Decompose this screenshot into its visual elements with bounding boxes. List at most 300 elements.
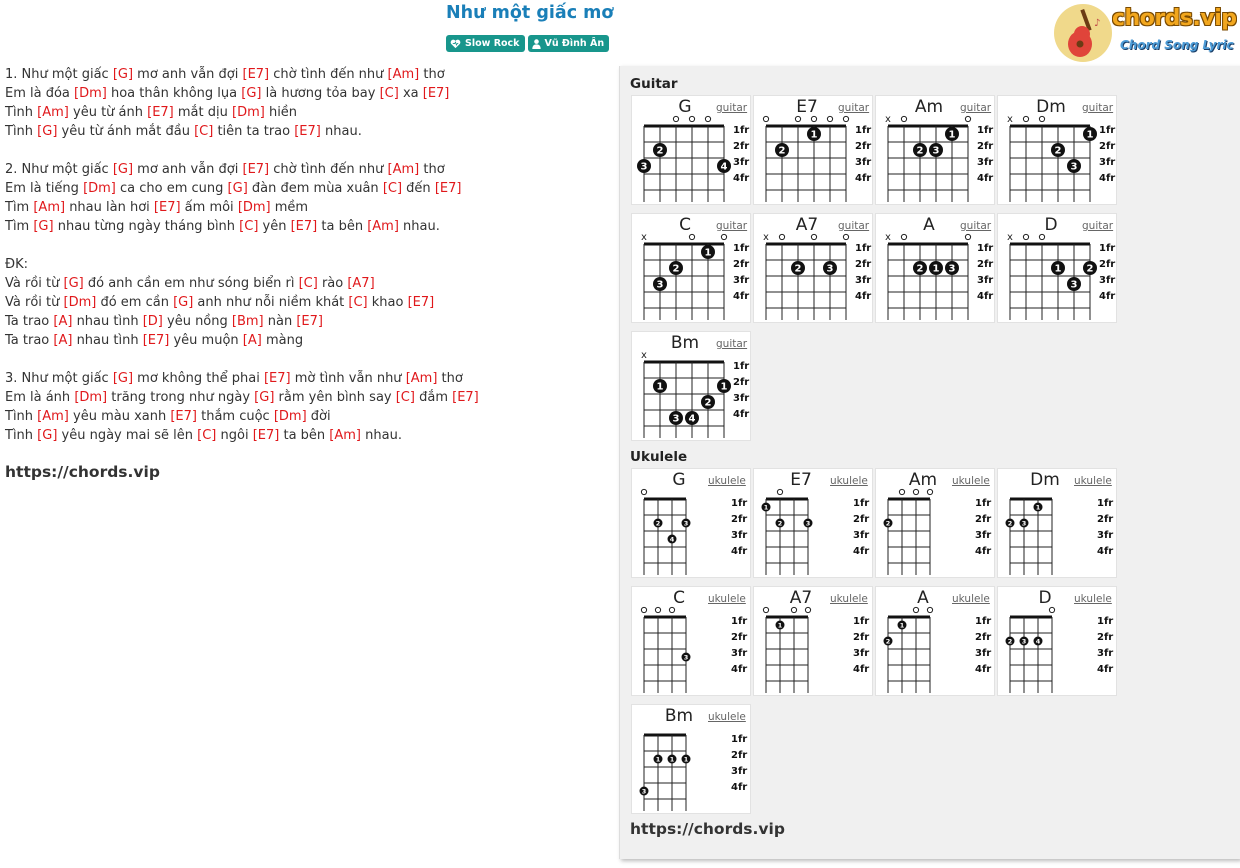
chord-card-ukulele[interactable] — [997, 468, 1117, 578]
fret-label: 2fr — [1097, 514, 1114, 525]
chord-link[interactable]: [Am] — [387, 162, 420, 177]
fret-label: 2fr — [1097, 632, 1114, 643]
open-string-marker — [901, 116, 906, 121]
chord-link[interactable]: [E7] — [452, 390, 479, 405]
nut — [888, 498, 930, 501]
fret-label: 1fr — [1099, 125, 1116, 136]
chord-link[interactable]: [Dm] — [83, 181, 116, 196]
chord-link[interactable]: [Dm] — [63, 295, 97, 310]
lyric-text: thắm cuộc — [196, 409, 274, 424]
instrument-link[interactable]: ukulele — [708, 593, 746, 605]
lyrics-block — [5, 66, 605, 446]
instrument-link[interactable]: guitar — [1082, 102, 1114, 114]
fret-label: 1fr — [855, 243, 872, 254]
fret-label: 4fr — [853, 546, 870, 557]
chord-link[interactable]: [C] — [348, 295, 368, 310]
artist-tag[interactable] — [528, 35, 610, 52]
chord-link[interactable]: [E7] — [142, 333, 170, 348]
chord-card-guitar[interactable] — [631, 213, 751, 323]
finger-number: 2 — [916, 145, 924, 157]
fret-label: 2fr — [731, 632, 748, 643]
fret-label: 1fr — [855, 125, 872, 136]
finger-number: 3 — [948, 263, 956, 275]
chord-link[interactable]: [Dm] — [74, 86, 107, 101]
muted-string-marker: x — [763, 232, 769, 243]
chord-card-guitar[interactable] — [753, 95, 873, 205]
finger-number: 1 — [1035, 503, 1041, 512]
chord-link[interactable]: [E7] — [296, 314, 323, 329]
open-string-marker — [689, 234, 694, 239]
muted-string-marker: x — [1007, 114, 1013, 125]
lyric-text: Và rồi từ — [5, 276, 64, 291]
fret-label: 2fr — [853, 632, 870, 643]
nut — [644, 125, 724, 128]
nut — [644, 616, 686, 619]
finger-number: 3 — [672, 413, 680, 425]
lyric-text: tiên ta trao — [213, 124, 295, 139]
chord-card-guitar[interactable] — [997, 213, 1117, 323]
chord-name: A — [923, 215, 935, 235]
finger-number: 4 — [720, 161, 728, 173]
lyric-text: mơ anh vẫn đợi — [133, 162, 243, 177]
chord-link[interactable]: [Bm] — [231, 314, 264, 329]
lyric-text: Và rồi từ — [5, 295, 64, 310]
genre-tag[interactable] — [446, 35, 525, 52]
lyric-line — [5, 123, 605, 142]
lyric-text: Ta trao — [5, 333, 54, 348]
instrument-link[interactable]: guitar — [716, 102, 748, 114]
open-string-marker — [673, 116, 678, 121]
lyric-text: Tình — [5, 105, 38, 120]
chord-card-guitar[interactable] — [631, 331, 751, 441]
nut — [888, 243, 968, 246]
svg-text:♪: ♪ — [1094, 18, 1101, 29]
lyric-text: Tình — [5, 409, 38, 424]
chord-link[interactable]: [A] — [53, 314, 73, 329]
lyric-text: khao — [367, 295, 408, 310]
instrument-link[interactable]: guitar — [838, 220, 870, 232]
lyric-line — [5, 66, 605, 85]
chord-link[interactable]: [C] — [298, 276, 318, 291]
lyric-text: thơ — [437, 371, 463, 386]
chord-link[interactable]: [Dm] — [273, 409, 307, 424]
lyric-text: chờ tình đến như — [269, 162, 388, 177]
fret-label: 3fr — [855, 275, 872, 286]
fret-label: 4fr — [731, 782, 748, 793]
instrument-link[interactable]: ukulele — [830, 475, 868, 487]
nut — [766, 498, 808, 501]
fret-label: 1fr — [853, 498, 870, 509]
lyric-text: rào — [317, 276, 348, 291]
fret-label: 3fr — [731, 766, 748, 777]
open-string-marker — [791, 607, 796, 612]
open-string-marker — [777, 489, 782, 494]
chord-link[interactable]: [A] — [53, 333, 73, 348]
lyric-text: Tìm — [5, 219, 34, 234]
lyric-text: nhau. — [398, 219, 440, 234]
open-string-marker — [913, 489, 918, 494]
chord-link[interactable]: [C] — [239, 219, 259, 234]
nut — [1010, 125, 1090, 128]
open-string-marker — [721, 234, 726, 239]
chord-link[interactable]: [G] — [227, 181, 248, 196]
finger-number: 3 — [640, 161, 648, 173]
nut — [766, 243, 846, 246]
open-string-marker — [669, 607, 674, 612]
lyric-text: mơ không thể phai — [133, 371, 264, 386]
chord-card-guitar[interactable] — [753, 213, 873, 323]
fret-label: 3fr — [733, 393, 750, 404]
chord-card-guitar[interactable] — [997, 95, 1117, 205]
open-string-marker — [811, 234, 816, 239]
chord-card-guitar[interactable] — [631, 95, 751, 205]
finger-number: 1 — [932, 263, 940, 275]
fret-label: 4fr — [733, 409, 750, 420]
chord-link[interactable]: [Am] — [37, 409, 69, 424]
site-url-right[interactable]: https://chords.vip — [630, 820, 785, 838]
nut — [888, 125, 968, 128]
chord-name: C — [679, 215, 691, 235]
chord-link[interactable]: [G] — [254, 390, 275, 405]
finger-number: 2 — [778, 145, 786, 157]
chord-link[interactable]: [Am] — [33, 200, 66, 215]
fret-label: 4fr — [853, 664, 870, 675]
fret-label: 4fr — [975, 546, 992, 557]
chord-name: Bm — [664, 706, 694, 726]
ukulele-section-label: Ukulele — [630, 449, 688, 465]
artist-label: Vũ Đình Ân — [544, 38, 605, 49]
finger-number: 1 — [777, 621, 783, 630]
nut — [1010, 498, 1052, 501]
open-string-marker — [1039, 234, 1044, 239]
lyric-text: trăng trong như ngày — [107, 390, 255, 405]
lyric-text: đó em cần — [96, 295, 174, 310]
fret-label: 2fr — [975, 514, 992, 525]
chord-link[interactable]: [G] — [112, 67, 134, 82]
finger-number: 1 — [656, 381, 664, 393]
chord-name: D — [1044, 215, 1058, 235]
fret-label: 4fr — [855, 173, 872, 184]
fret-label: 1fr — [853, 616, 870, 627]
lyric-text: nàn — [263, 314, 297, 329]
lyric-line — [5, 313, 605, 332]
lyric-text: anh như nỗi niềm khát — [193, 295, 349, 310]
finger-number: 4 — [688, 413, 696, 425]
fret-label: 4fr — [733, 291, 750, 302]
chord-card-ukulele[interactable] — [875, 586, 995, 696]
finger-number: 3 — [1021, 519, 1027, 528]
muted-string-marker: x — [885, 114, 891, 125]
chord-link[interactable]: [G] — [173, 295, 194, 310]
chord-link[interactable]: [E7] — [294, 124, 321, 139]
chord-card-guitar[interactable] — [875, 95, 995, 205]
fret-label: 2fr — [855, 259, 872, 270]
nut — [888, 616, 930, 619]
logo-name: chords.vip — [1112, 6, 1237, 31]
chord-link[interactable]: [G] — [241, 86, 262, 101]
chord-name: Am — [908, 470, 938, 490]
chord-link[interactable]: [C] — [395, 390, 415, 405]
finger-number: 2 — [1007, 637, 1013, 646]
heart-icon — [450, 39, 461, 49]
chord-link[interactable]: [Dm] — [74, 390, 108, 405]
site-url-left[interactable]: https://chords.vip — [5, 463, 160, 481]
lyric-line — [5, 389, 605, 408]
fret-label: 1fr — [1097, 616, 1114, 627]
instrument-link[interactable]: ukulele — [1074, 593, 1112, 605]
open-string-marker — [1039, 116, 1044, 121]
fret-label: 3fr — [1097, 648, 1114, 659]
finger-number: 1 — [669, 755, 675, 764]
chord-link[interactable]: [Am] — [367, 219, 399, 234]
chord-link[interactable]: [Am] — [405, 371, 438, 386]
lyric-line — [5, 275, 605, 294]
lyric-text: yêu ngày mai sẽ lên — [57, 428, 198, 443]
chord-link[interactable]: [A7] — [347, 276, 375, 291]
instrument-link[interactable]: ukulele — [708, 711, 746, 723]
lyric-text: nhau từng ngày tháng bình — [53, 219, 240, 234]
lyric-text: Em là đóa — [5, 86, 75, 101]
lyric-text: ta bên — [317, 219, 368, 234]
nut — [1010, 616, 1052, 619]
fret-label: 1fr — [731, 616, 748, 627]
chord-link[interactable]: [E7] — [147, 105, 174, 120]
lyric-text: là hương tỏa bay — [261, 86, 380, 101]
open-string-marker — [899, 489, 904, 494]
lyric-text: yên — [258, 219, 291, 234]
lyric-text: đắm — [414, 390, 453, 405]
open-string-marker — [843, 234, 848, 239]
chord-card-ukulele[interactable] — [753, 468, 873, 578]
fret-label: 4fr — [975, 664, 992, 675]
fret-label: 3fr — [977, 157, 994, 168]
lyric-text: xa — [398, 86, 423, 101]
chord-name: D — [1038, 588, 1052, 608]
chord-link[interactable]: [E7] — [242, 67, 270, 82]
open-string-marker — [805, 607, 810, 612]
chord-link[interactable]: [E7] — [242, 162, 270, 177]
chord-link[interactable]: [G] — [112, 371, 134, 386]
chord-link[interactable]: [Am] — [387, 67, 420, 82]
chord-link[interactable]: [E7] — [153, 200, 181, 215]
open-string-marker — [779, 234, 784, 239]
lyric-text: ấm môi — [180, 200, 238, 215]
fret-label: 2fr — [1099, 259, 1116, 270]
chord-link[interactable]: [E7] — [252, 428, 280, 443]
fret-label: 3fr — [1097, 530, 1114, 541]
chord-name: G — [672, 470, 686, 490]
lyric-text: mơ anh vẫn đợi — [133, 67, 243, 82]
fret-label: 3fr — [853, 648, 870, 659]
instrument-link[interactable]: guitar — [716, 220, 748, 232]
instrument-link[interactable]: guitar — [960, 220, 992, 232]
lyric-text: yêu màu xanh — [68, 409, 171, 424]
instrument-link[interactable]: ukulele — [708, 475, 746, 487]
lyric-line — [5, 85, 605, 104]
chord-card-ukulele[interactable] — [875, 468, 995, 578]
chord-link[interactable]: [E7] — [422, 86, 450, 101]
fret-label: 1fr — [733, 243, 750, 254]
lyric-line — [5, 256, 605, 275]
fret-label: 2fr — [855, 141, 872, 152]
chord-name: Am — [914, 97, 944, 117]
user-icon — [532, 39, 541, 49]
finger-number: 2 — [1007, 519, 1013, 528]
chord-link[interactable]: [Dm] — [232, 105, 265, 120]
finger-number: 1 — [810, 129, 818, 141]
fret-label: 4fr — [977, 291, 994, 302]
lyric-text: rằm yên bình say — [274, 390, 396, 405]
fret-label: 1fr — [731, 498, 748, 509]
chord-link[interactable]: [D] — [142, 314, 163, 329]
instrument-link[interactable]: guitar — [716, 338, 748, 350]
fret-label: 4fr — [731, 664, 748, 675]
chord-name: C — [673, 588, 685, 608]
lyric-text: ca cho em cung — [115, 181, 228, 196]
chord-link[interactable]: [G] — [37, 124, 58, 139]
nut — [644, 361, 724, 364]
open-string-marker — [927, 607, 932, 612]
lyric-text: 1. Như một giấc — [5, 67, 113, 82]
lyric-text: đến — [402, 181, 435, 196]
finger-number: 4 — [1035, 637, 1041, 646]
open-string-marker — [795, 116, 800, 121]
open-string-marker — [641, 607, 646, 612]
finger-number: 2 — [794, 263, 802, 275]
lyric-text: thơ — [419, 67, 445, 82]
lyric-text: Tìm — [5, 200, 34, 215]
finger-number: 3 — [683, 519, 689, 528]
nut — [766, 125, 846, 128]
lyric-text: đàn đem mùa xuân — [247, 181, 383, 196]
lyric-text: mềm — [270, 200, 309, 215]
finger-number: 1 — [763, 503, 769, 512]
nut — [644, 243, 724, 246]
fret-label: 1fr — [975, 616, 992, 627]
finger-number: 2 — [916, 263, 924, 275]
chord-link[interactable]: [A] — [242, 333, 262, 348]
fret-label: 4fr — [731, 546, 748, 557]
logo-tagline: Chord Song Lyric — [1120, 38, 1234, 52]
chord-link[interactable]: [E7] — [290, 219, 318, 234]
open-string-marker — [965, 116, 970, 121]
chord-card-ukulele[interactable] — [631, 468, 751, 578]
instrument-link[interactable]: ukulele — [830, 593, 868, 605]
chord-link[interactable]: [G] — [63, 276, 84, 291]
lyric-text: 3. Như một giấc — [5, 371, 113, 386]
lyric-text: yêu từ ánh — [68, 105, 148, 120]
finger-number: 3 — [932, 145, 940, 157]
chord-card-ukulele[interactable] — [753, 586, 873, 696]
chord-name: A7 — [795, 215, 819, 235]
fret-label: 4fr — [855, 291, 872, 302]
lyric-spacer — [5, 351, 605, 370]
chord-link[interactable]: [Am] — [37, 105, 69, 120]
finger-number: 2 — [777, 519, 783, 528]
lyric-text: yêu muộn — [169, 333, 243, 348]
fret-label: 1fr — [975, 498, 992, 509]
chord-name: Dm — [1030, 470, 1060, 490]
lyric-text: nhau tình — [72, 314, 143, 329]
chord-link[interactable]: [C] — [197, 428, 217, 443]
instrument-link[interactable]: guitar — [960, 102, 992, 114]
open-string-marker — [913, 607, 918, 612]
lyric-text: yêu từ ánh mắt đầu — [57, 124, 195, 139]
chord-link[interactable]: [G] — [37, 428, 58, 443]
site-logo[interactable] — [1054, 3, 1237, 63]
chord-link[interactable]: [G] — [33, 219, 54, 234]
chord-name: G — [678, 97, 692, 117]
chord-link[interactable]: [C] — [379, 86, 399, 101]
lyric-spacer — [5, 142, 605, 161]
finger-number: 2 — [885, 519, 891, 528]
fret-label: 2fr — [975, 632, 992, 643]
fret-label: 2fr — [733, 259, 750, 270]
chord-card-ukulele[interactable] — [997, 586, 1117, 696]
lyric-line — [5, 370, 605, 389]
lyric-text: Tình — [5, 124, 38, 139]
muted-string-marker: x — [641, 232, 647, 243]
chord-link[interactable]: [Am] — [329, 428, 361, 443]
instrument-link[interactable]: ukulele — [952, 475, 990, 487]
chord-link[interactable]: [E7] — [434, 181, 462, 196]
finger-number: 1 — [683, 755, 689, 764]
lyric-line — [5, 199, 605, 218]
instrument-link[interactable]: guitar — [1082, 220, 1114, 232]
song-title: Như một giấc mơ — [446, 3, 614, 23]
fret-label: 1fr — [1099, 243, 1116, 254]
finger-number: 4 — [669, 535, 675, 544]
finger-number: 1 — [948, 129, 956, 141]
lyric-line — [5, 332, 605, 351]
fret-label: 3fr — [975, 648, 992, 659]
instrument-link[interactable]: ukulele — [952, 593, 990, 605]
chord-card-ukulele[interactable] — [631, 586, 751, 696]
chord-link[interactable]: [G] — [112, 162, 134, 177]
lyric-spacer — [5, 237, 605, 256]
finger-number: 2 — [672, 263, 680, 275]
chord-link[interactable]: [Dm] — [237, 200, 271, 215]
lyric-text: chờ tình đến như — [269, 67, 388, 82]
fret-label: 1fr — [977, 243, 994, 254]
fret-label: 2fr — [733, 377, 750, 388]
chord-link[interactable]: [C] — [382, 181, 403, 196]
fret-label: 1fr — [733, 361, 750, 372]
lyric-text: nhau. — [320, 124, 362, 139]
guitar-logo-icon — [1054, 4, 1112, 62]
chord-link[interactable]: [E7] — [407, 295, 435, 310]
open-string-marker — [641, 489, 646, 494]
chord-link[interactable]: [C] — [194, 124, 214, 139]
lyric-line — [5, 294, 605, 313]
chord-card-ukulele[interactable] — [631, 704, 751, 814]
nut — [644, 498, 686, 501]
muted-string-marker: x — [1007, 232, 1013, 243]
fret-label: 1fr — [977, 125, 994, 136]
fret-label: 2fr — [1099, 141, 1116, 152]
fret-label: 3fr — [975, 530, 992, 541]
finger-number: 1 — [720, 381, 728, 393]
instrument-link[interactable]: ukulele — [1074, 475, 1112, 487]
chord-link[interactable]: [E7] — [263, 371, 291, 386]
open-string-marker — [901, 234, 906, 239]
instrument-link[interactable]: guitar — [838, 102, 870, 114]
chord-name: A — [917, 588, 929, 608]
chord-card-guitar[interactable] — [875, 213, 995, 323]
chord-name: Dm — [1036, 97, 1066, 117]
muted-string-marker: x — [641, 350, 647, 361]
chord-link[interactable]: [E7] — [170, 409, 197, 424]
